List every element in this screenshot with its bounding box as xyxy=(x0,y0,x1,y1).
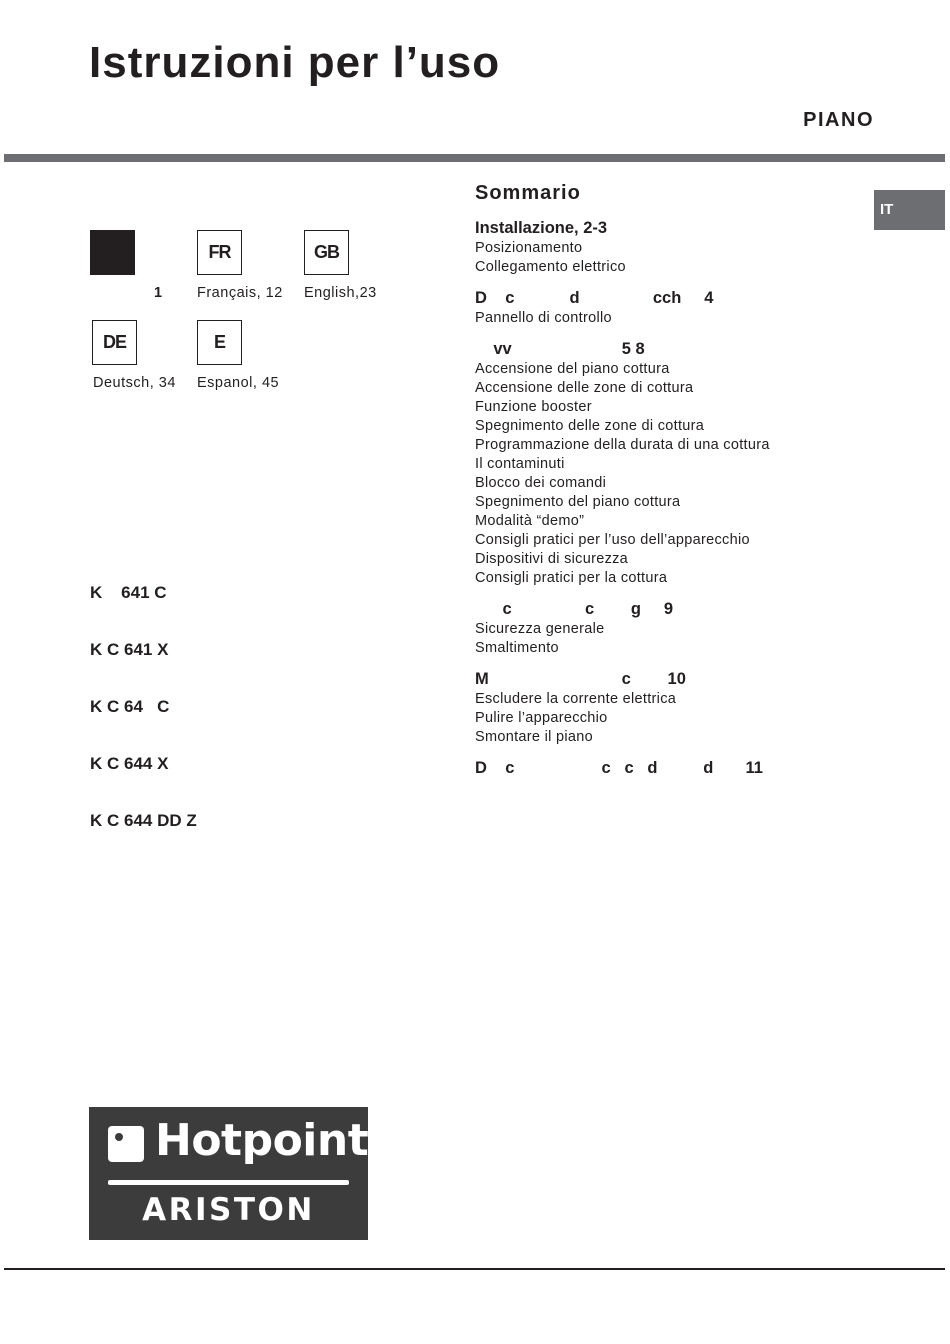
toc-section-maintenance xyxy=(475,669,855,747)
logo-brand-top: Hotpoint xyxy=(155,1115,369,1166)
lang-box-it xyxy=(90,230,135,275)
toc-item: Escludere la corrente elettrica xyxy=(475,691,677,707)
toc-item: Smontare il piano xyxy=(475,729,593,745)
lang-label-gb: English,23 xyxy=(304,285,377,301)
toc-item: Spegnimento delle zone di cottura xyxy=(475,418,705,434)
lang-label-es: Espanol, 45 xyxy=(197,375,280,391)
toc-section-description xyxy=(475,288,855,328)
document-title: Istruzioni per l’uso xyxy=(89,38,501,87)
lang-box-de: DE xyxy=(92,320,137,365)
model-name: K C 644 X xyxy=(90,754,169,773)
toc-item: Posizionamento xyxy=(475,240,583,256)
toc-section-installation xyxy=(475,218,855,277)
lang-label-it: 1 xyxy=(154,285,163,301)
toc-title: Sommario xyxy=(475,182,581,204)
table-of-contents xyxy=(475,182,855,790)
toc-item: Pannello di controllo xyxy=(475,310,612,326)
toc-item: Pulire l’apparecchio xyxy=(475,710,608,726)
top-divider xyxy=(4,154,945,162)
logo-mark-icon xyxy=(108,1126,144,1162)
lang-label-fr: Français, 12 xyxy=(197,285,283,301)
logo-divider xyxy=(108,1180,349,1185)
toc-item: Blocco dei comandi xyxy=(475,475,607,491)
toc-item: Programmazione della durata di una cottura xyxy=(475,437,770,453)
lang-box-gb: GB xyxy=(304,230,349,275)
toc-item: Funzione booster xyxy=(475,399,592,415)
toc-item: Accensione del piano cottura xyxy=(475,361,670,377)
logo-brand-bottom: ARISTON xyxy=(142,1192,315,1228)
hotpoint-ariston-logo xyxy=(89,1107,368,1240)
toc-heading: c c g 9 xyxy=(475,600,674,618)
model-list xyxy=(90,545,197,849)
model-name: K C 64 C xyxy=(90,697,170,716)
toc-item: Consigli pratici per l’uso dell’apparecchio xyxy=(475,532,750,548)
document-subtitle: PIANO xyxy=(803,109,874,131)
toc-item: Il contaminuti xyxy=(475,456,565,472)
model-name: K C 641 X xyxy=(90,640,169,659)
toc-heading: Installazione, 2-3 xyxy=(475,219,608,237)
bottom-divider xyxy=(4,1268,945,1270)
toc-item: Modalità “demo” xyxy=(475,513,585,529)
toc-section-startup xyxy=(475,339,855,588)
toc-section-safety xyxy=(475,599,855,658)
toc-heading: vv 5 8 xyxy=(475,340,645,358)
toc-heading: D c d cch 4 xyxy=(475,289,714,307)
toc-item: Smaltimento xyxy=(475,640,559,656)
language-tab: IT xyxy=(874,190,945,230)
toc-section-troubleshooting xyxy=(475,758,855,779)
lang-label-de: Deutsch, 34 xyxy=(93,375,176,391)
lang-box-fr: FR xyxy=(197,230,242,275)
toc-item: Sicurezza generale xyxy=(475,621,605,637)
toc-item: Accensione delle zone di cottura xyxy=(475,380,694,396)
toc-item: Consigli pratici per la cottura xyxy=(475,570,668,586)
toc-heading: D c c c d d 11 xyxy=(475,759,763,777)
toc-item: Dispositivi di sicurezza xyxy=(475,551,629,567)
model-name: K 641 C xyxy=(90,583,167,602)
model-name: K C 644 DD Z xyxy=(90,811,197,830)
lang-box-es: E xyxy=(197,320,242,365)
toc-item: Spegnimento del piano cottura xyxy=(475,494,681,510)
toc-item: Collegamento elettrico xyxy=(475,259,626,275)
toc-heading: M c 10 xyxy=(475,670,686,688)
